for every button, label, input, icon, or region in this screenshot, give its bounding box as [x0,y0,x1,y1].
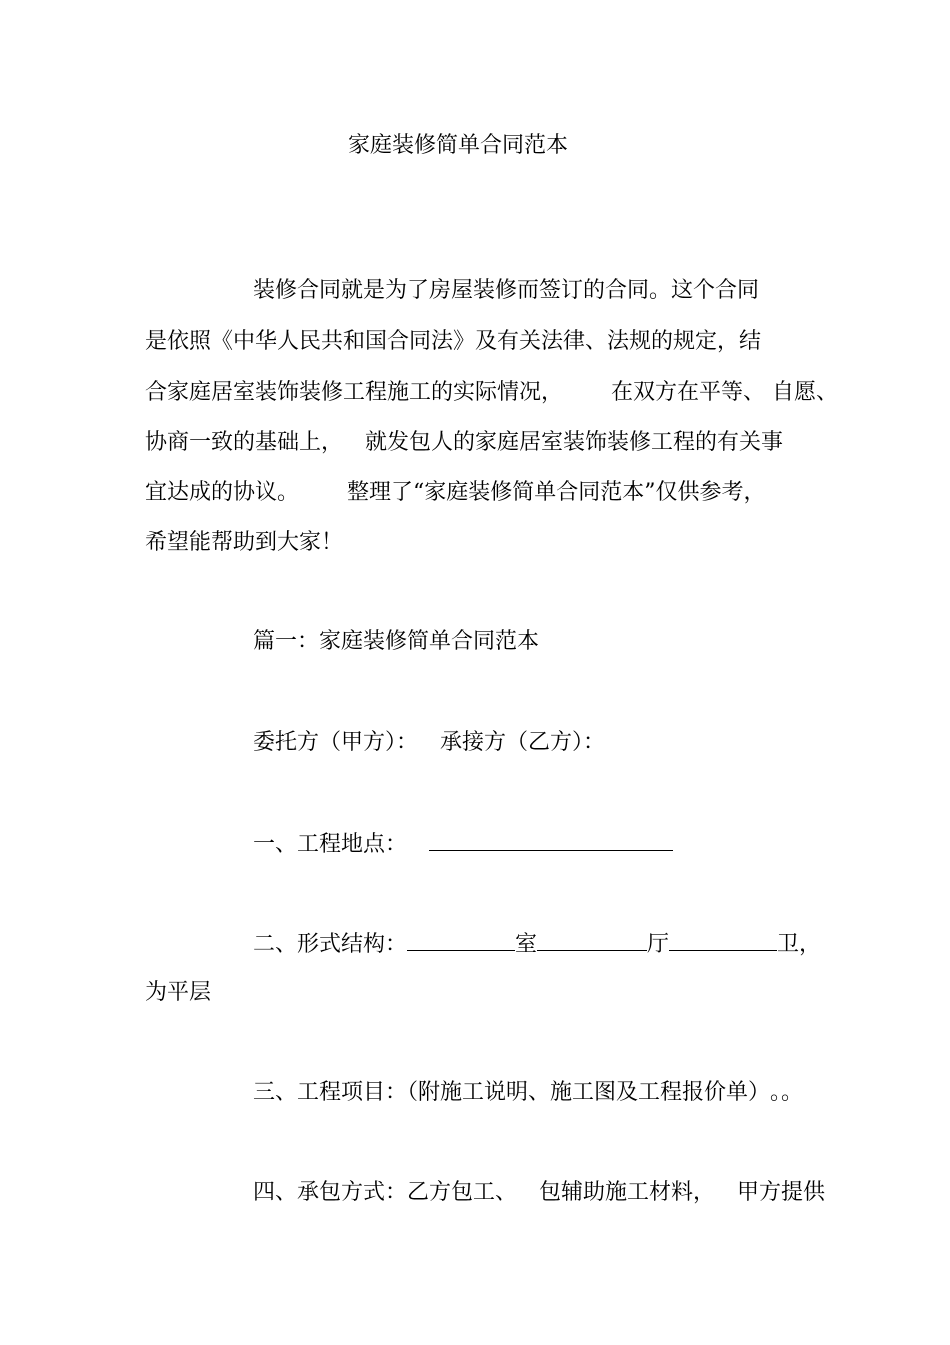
item-3-line [253,1078,804,1108]
intro-text: 在双方在平等、 自愿、 [611,380,839,405]
bath-label: 卫， [777,932,822,957]
intro-line-5 [145,478,766,508]
intro-line-3 [145,378,838,408]
location-blank [429,828,673,851]
item-1-label: 一、工程地点： [253,832,408,857]
intro-text: 宜达成的协议。 [145,480,300,505]
item-3-suffix: 。。 [770,1080,804,1105]
intro-text: 合家庭居室装饰装修工程施工的实际情况， [145,380,564,405]
item-2-line [253,928,821,960]
intro-line-2 [145,327,761,357]
item-4-line [253,1178,825,1208]
intro-text: 协商一致的基础上， [145,430,344,455]
item-4-text: 乙方包工、 [407,1180,518,1205]
parties-line [253,728,605,758]
section-heading [253,627,539,657]
hall-label: 厅 [647,932,670,957]
item-4-text: 甲方提供 [737,1180,826,1205]
section-heading-text: 篇一：家庭装修简单合同范本 [253,629,540,654]
intro-text: 就发包人的家庭居室装饰装修工程的有关事 [365,430,784,455]
hall-count-blank [537,928,647,951]
intro-text: 整理了“家庭装修简单合同范本”仅供参考， [347,480,766,505]
room-label: 室 [515,932,538,957]
intro-line-1 [253,276,759,306]
item-1-line [253,828,673,860]
item-3-label: 三、工程项目：（附施工说明、施工图及工程报价单） [253,1080,771,1105]
room-count-blank [407,928,515,951]
item-2-continuation [145,978,211,1008]
intro-text: 希望能帮助到大家！ [145,530,344,555]
intro-line-4 [145,428,783,458]
contractor-label: 承接方（乙方）： [440,730,606,755]
item-2-label: 二、形式结构： [253,932,408,957]
bath-count-blank [669,928,777,951]
intro-line-6 [145,528,343,558]
intro-text: 装修合同就是为了房屋装修而签订的合同。这个合同 [253,278,760,303]
client-label: 委托方（甲方）： [253,730,419,755]
item-4-text: 包辅助施工材料， [539,1180,716,1205]
item-4-label: 四、承包方式： [253,1180,408,1205]
item-2-continuation-text: 为平层 [145,980,212,1005]
document-title: 家庭装修简单合同范本 [348,133,569,158]
intro-text: 是依照《中华人民共和国合同法》及有关法律、法规的规定，结 [145,329,762,354]
